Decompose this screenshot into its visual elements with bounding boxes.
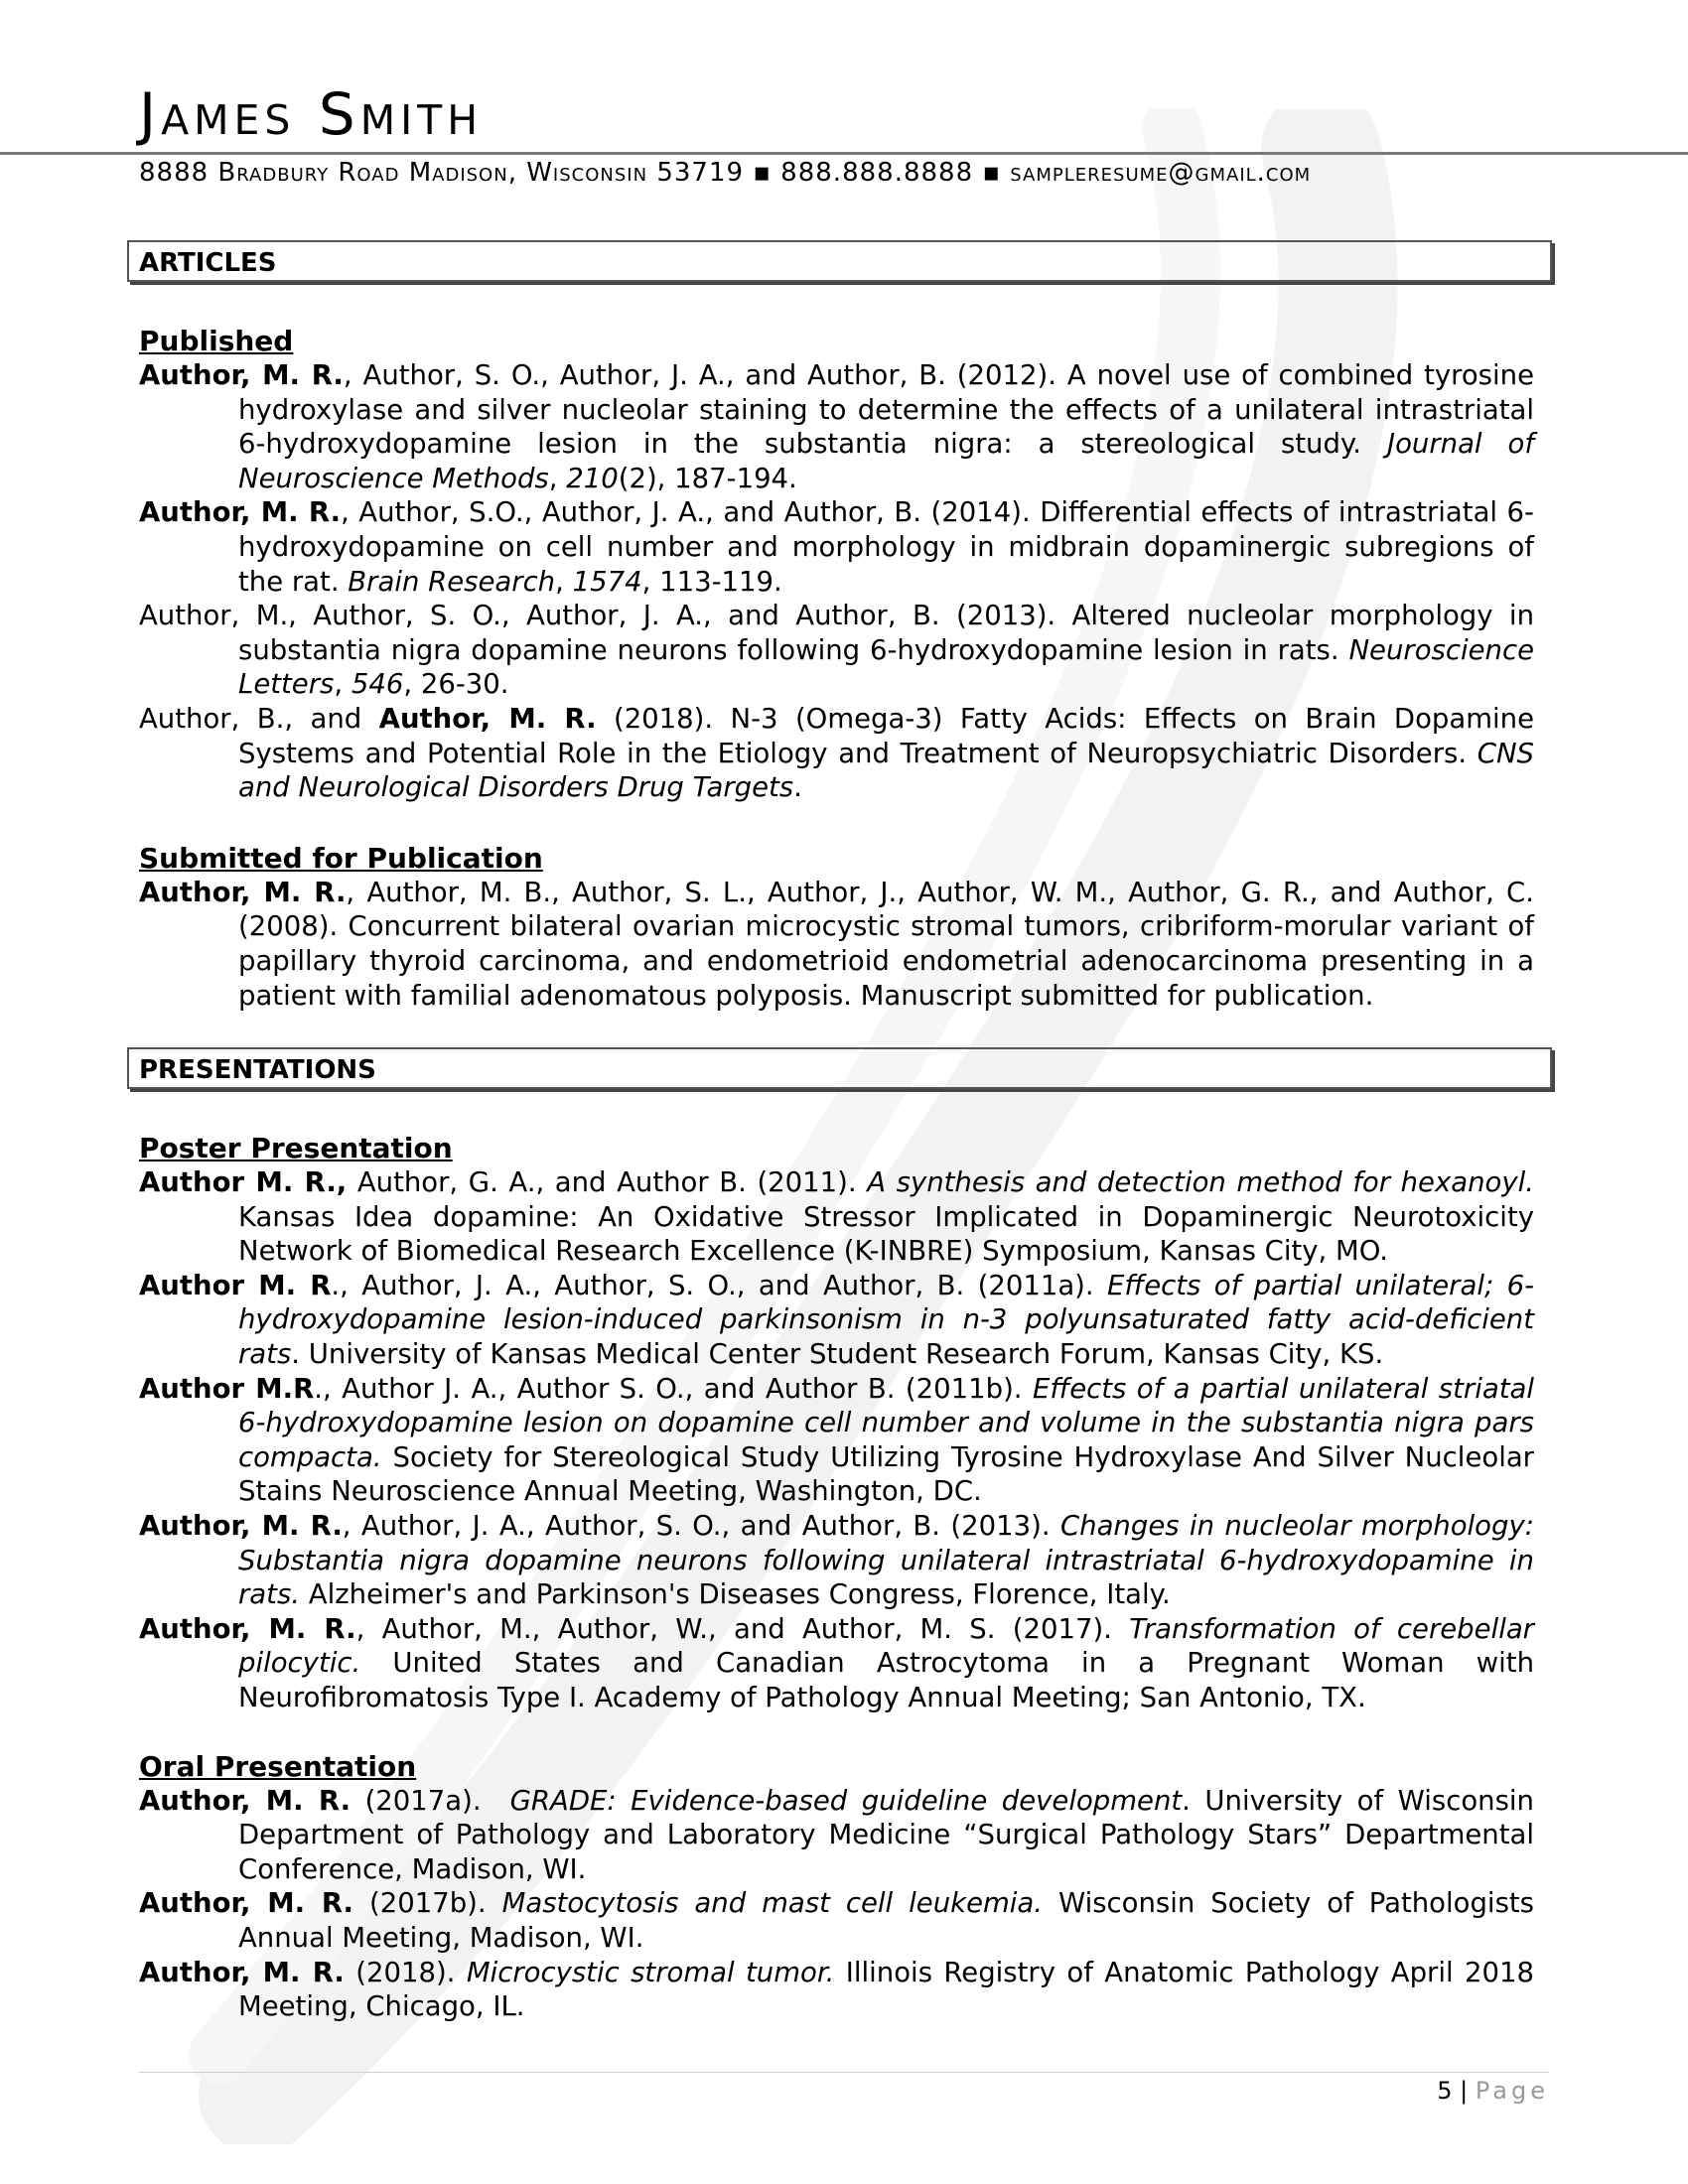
page-footer [1437,2077,1549,2105]
subheading-poster: Poster Presentation [139,1132,453,1165]
presentation-entry: Author, M. R., Author, J. A., Author, S. O., and Author, B. (2013). Changes in nucleolar morphology: Substantia nigra dopamine neurons following unilateral intrastriatal 6-hydroxydopamine in rats. Alzheimer's and Parkinson's Diseases Congress, Florence, Italy. [139,1510,1534,1611]
candidate-name: James Smith [139,80,484,148]
article-entry: Author, B., and Author, M. R. (2018). N-3 (Omega-3) Fatty Acids: Effects on Brain Dopamine Systems and Potential Role in the Etiology and Treatment of Neuropsychiatric Disorders. CNS and Neurological Disorders Drug Targets. [139,702,1534,804]
footer-rule [139,2072,1549,2073]
page-number: 5 [1437,2077,1453,2105]
page-separator: | [1460,2077,1469,2105]
resume-body [127,240,1562,2024]
presentation-entry: Author, M. R. (2017a). GRADE: Evidence-based guideline development. University of Wisconsin Department of Pathology and Laboratory Medicine “Surgical Pathology Stars” Departmental Conference, Madison, WI. [139,1784,1534,1885]
article-entry: Author, M., Author, S. O., Author, J. A., and Author, B. (2013). Altered nucleolar morphology in substantia nigra dopamine neurons following 6-hydroxydopamine lesion in rats. Neuroscience Letters, 546, 26-30. [139,600,1534,701]
section-title-presentations: PRESENTATIONS [127,1047,1552,1089]
subheading-submitted: Submitted for Publication [139,841,543,875]
subheading-oral: Oral Presentation [139,1749,417,1783]
contact-line: 8888 Bradbury Road Madison, Wisconsin 53719 ▪ 888.888.8888 ▪ sampleresume@gmail.com [139,158,1312,188]
presentation-entry: Author, M. R., Author, M., Author, W., and Author, M. S. (2017). Transformation of cerebellar pilocytic. United States and Canadian Astrocytoma in a Pregnant Woman with Neurofibromatosis Type I. Academy of Pathology Annual Meeting; San Antonio, TX. [139,1612,1534,1713]
presentation-entry: Author, M. R. (2017b). Mastocytosis and mast cell leukemia. Wisconsin Society of Pathologists Annual Meeting, Madison, WI. [139,1887,1535,1954]
header-rule [0,152,1688,155]
presentation-entry: Author M.R., Author J. A., Author S. O., and Author B. (2011b). Effects of a partial unilateral striatal 6-hydroxydopamine lesion on dopamine cell number and volume in the substantia nigra pars compacta. Society for Stereological Study Utilizing Tyrosine Hydroxylase And Silver Nucleolar Stains Neuroscience Annual Meeting, Washington, DC. [139,1372,1534,1508]
article-entry: Author, M. R., Author, M. B., Author, S. L., Author, J., Author, W. M., Author, G. R., and Author, C. (2008). Concurrent bilateral ovarian microcystic stromal tumors, cribriform-morular variant of papillary thyroid carcinoma, and endometrioid endometrial adenocarcinoma presenting in a patient with familial adenomatous polyposis. Manuscript submitted for publication. [139,876,1534,1012]
presentation-entry: Author, M. R. (2018). Microcystic stromal tumor. Illinois Registry of Anatomic Pathology April 2018 Meeting, Chicago, IL. [139,1956,1534,2023]
resume-header [139,79,1549,149]
article-entry: Author, M. R., Author, S. O., Author, J. A., and Author, B. (2012). A novel use of combined tyrosine hydroxylase and silver nucleolar staining to determine the effects of a unilateral intrastriatal 6-hydroxydopamine lesion in the substantia nigra: a stereological study. Journal of Neuroscience Methods, 210(2), 187-194. [139,359,1534,494]
presentation-entry: Author M. R., Author, G. A., and Author B. (2011). A synthesis and detection method for hexanoyl. Kansas Idea dopamine: An Oxidative Stressor Implicated in Dopaminergic Neurotoxicity Network of Biomedical Research Excellence (K-INBRE) Symposium, Kansas City, MO. [139,1166,1534,1268]
article-entry: Author, M. R., Author, S.O., Author, J. A., and Author, B. (2014). Differential effects of intrastriatal 6-hydroxydopamine on cell number and morphology in midbrain dopaminergic subregions of the rat. Brain Research, 1574, 113-119. [139,496,1534,598]
presentation-entry: Author M. R., Author, J. A., Author, S. O., and Author, B. (2011a). Effects of partial unilateral; 6-hydroxydopamine lesion-induced parkinsonism in n-3 polyunsaturated fatty acid-deficient rats. University of Kansas Medical Center Student Research Forum, Kansas City, KS. [139,1269,1535,1371]
subheading-published: Published [139,325,294,357]
section-title-articles: ARTICLES [127,240,1552,282]
page-label: Page [1475,2077,1549,2105]
